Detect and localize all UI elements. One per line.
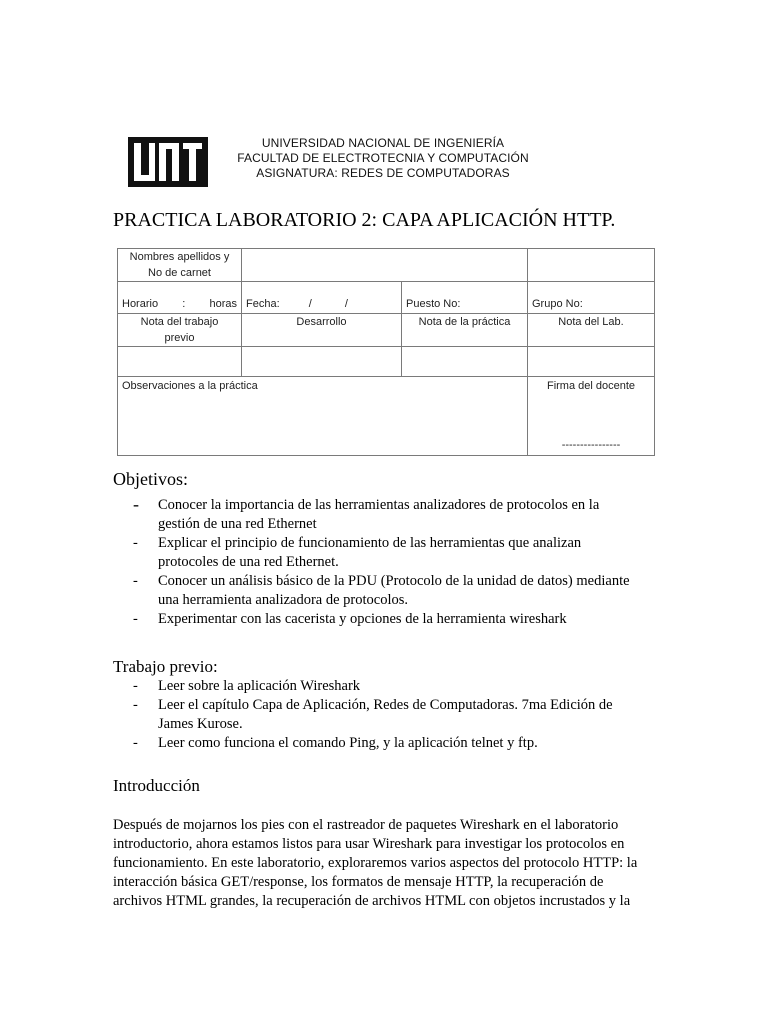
nota-lab-label: Nota del Lab. xyxy=(558,316,624,328)
page-title: PRACTICA LABORATORIO 2: CAPA APLICACIÓN HTTP. xyxy=(113,209,616,231)
bullet-dash: - xyxy=(133,535,138,551)
firma-line: ---------------- xyxy=(561,439,621,451)
list-item: - Leer como funciona el comando Ping, y la aplicación telnet y ftp. xyxy=(133,735,538,751)
desarrollo-input[interactable] xyxy=(242,347,402,377)
nota-lab-input[interactable] xyxy=(528,347,655,377)
desarrollo-label: Desarrollo xyxy=(296,316,347,328)
introduccion-text: Después de mojarnos los pies con el rastreador de paquetes Wireshark en el laboratorio introductorio, ahora estamos listos para usar Wireshark para investigar los protocolos en funcionamiento. En este laboratorio, exploraremos varios aspectos del protocolo HTTP: la interacción básica GET/response, los formatos de mensaje HTTP, la recuperación de archivos HTML grandes, la recuperación de archivos HTML con objetos incrustados y la xyxy=(113,817,638,909)
observaciones-cell[interactable] xyxy=(118,377,528,456)
nombres-label-cell xyxy=(118,249,242,282)
horas-label: horas xyxy=(209,298,237,310)
fecha-slash-1: / xyxy=(308,298,312,310)
list-item: - Experimentar con las cacerista y opciones de la herramienta wireshark xyxy=(133,611,567,627)
horario-cell[interactable] xyxy=(118,282,242,314)
list-item: - Explicar el principio de funcionamiento de las herramientas que analizan protocoles de una red Ethernet. xyxy=(133,535,582,570)
trabajo-previo-list xyxy=(113,677,633,753)
horario-colon: : xyxy=(182,298,186,310)
observaciones-label: Observaciones a la práctica xyxy=(122,380,258,392)
objetivos-heading: Objetivos: xyxy=(113,469,188,489)
trabajo-previo-heading: Trabajo previo: xyxy=(113,657,218,676)
header-subject: ASIGNATURA: REDES DE COMPUTADORAS xyxy=(256,166,510,180)
student-info-form xyxy=(117,248,655,456)
list-item: - Leer sobre la aplicación Wireshark xyxy=(133,678,361,694)
puesto-label: Puesto No: xyxy=(406,298,461,310)
nombres-label-line2: No de carnet xyxy=(148,267,211,279)
bullet-dash: - xyxy=(133,735,138,751)
desarrollo-cell xyxy=(242,314,402,347)
nota-trabajo-input[interactable] xyxy=(118,347,242,377)
header-faculty: FACULTAD DE ELECTROTECNIA Y COMPUTACIÓN xyxy=(237,151,529,165)
header-university: UNIVERSIDAD NACIONAL DE INGENIERÍA xyxy=(261,136,505,150)
fecha-cell[interactable] xyxy=(242,282,402,314)
list-item: - Leer el capítulo Capa de Aplicación, Redes de Computadoras. 7ma Edición de James Kurose. xyxy=(133,697,613,732)
nombres-input-cell[interactable] xyxy=(242,249,528,282)
bullet-dash: - xyxy=(133,611,138,627)
nota-lab-cell xyxy=(528,314,655,347)
nota-practica-cell xyxy=(402,314,528,347)
horario-label: Horario xyxy=(122,298,159,310)
nombres-label-line1: Nombres apellidos y xyxy=(129,251,230,263)
list-item: - Conocer la importancia de las herramientas analizadores de protocolos en la gestión de una red Ethernet xyxy=(133,494,600,532)
grupo-label: Grupo No: xyxy=(532,298,583,310)
carnet-input-cell[interactable] xyxy=(528,249,655,282)
university-logo xyxy=(128,137,208,187)
nota-trabajo-line1: Nota del trabajo xyxy=(140,316,219,328)
firma-cell[interactable] xyxy=(528,377,655,456)
nota-trabajo-cell xyxy=(118,314,242,347)
nota-practica-input[interactable] xyxy=(402,347,528,377)
bullet-dash: - xyxy=(133,697,138,713)
nota-practica-label: Nota de la práctica xyxy=(418,316,511,328)
list-item: - Conocer un análisis básico de la PDU (Protocolo de la unidad de datos) mediante una herramienta analizadora de protocolos. xyxy=(133,573,630,608)
firma-label: Firma del docente xyxy=(546,380,636,392)
grupo-cell[interactable] xyxy=(528,282,655,314)
objetivos-list xyxy=(113,496,633,629)
puesto-cell[interactable] xyxy=(402,282,528,314)
introduccion-heading: Introducción xyxy=(113,776,200,795)
bullet-dash: - xyxy=(133,573,138,589)
fecha-slash-2: / xyxy=(344,298,348,310)
fecha-label: Fecha: xyxy=(246,298,280,310)
bullet-dash: - xyxy=(133,678,138,694)
nota-trabajo-line2: previo xyxy=(164,332,195,344)
bullet-dash: - xyxy=(133,494,139,514)
